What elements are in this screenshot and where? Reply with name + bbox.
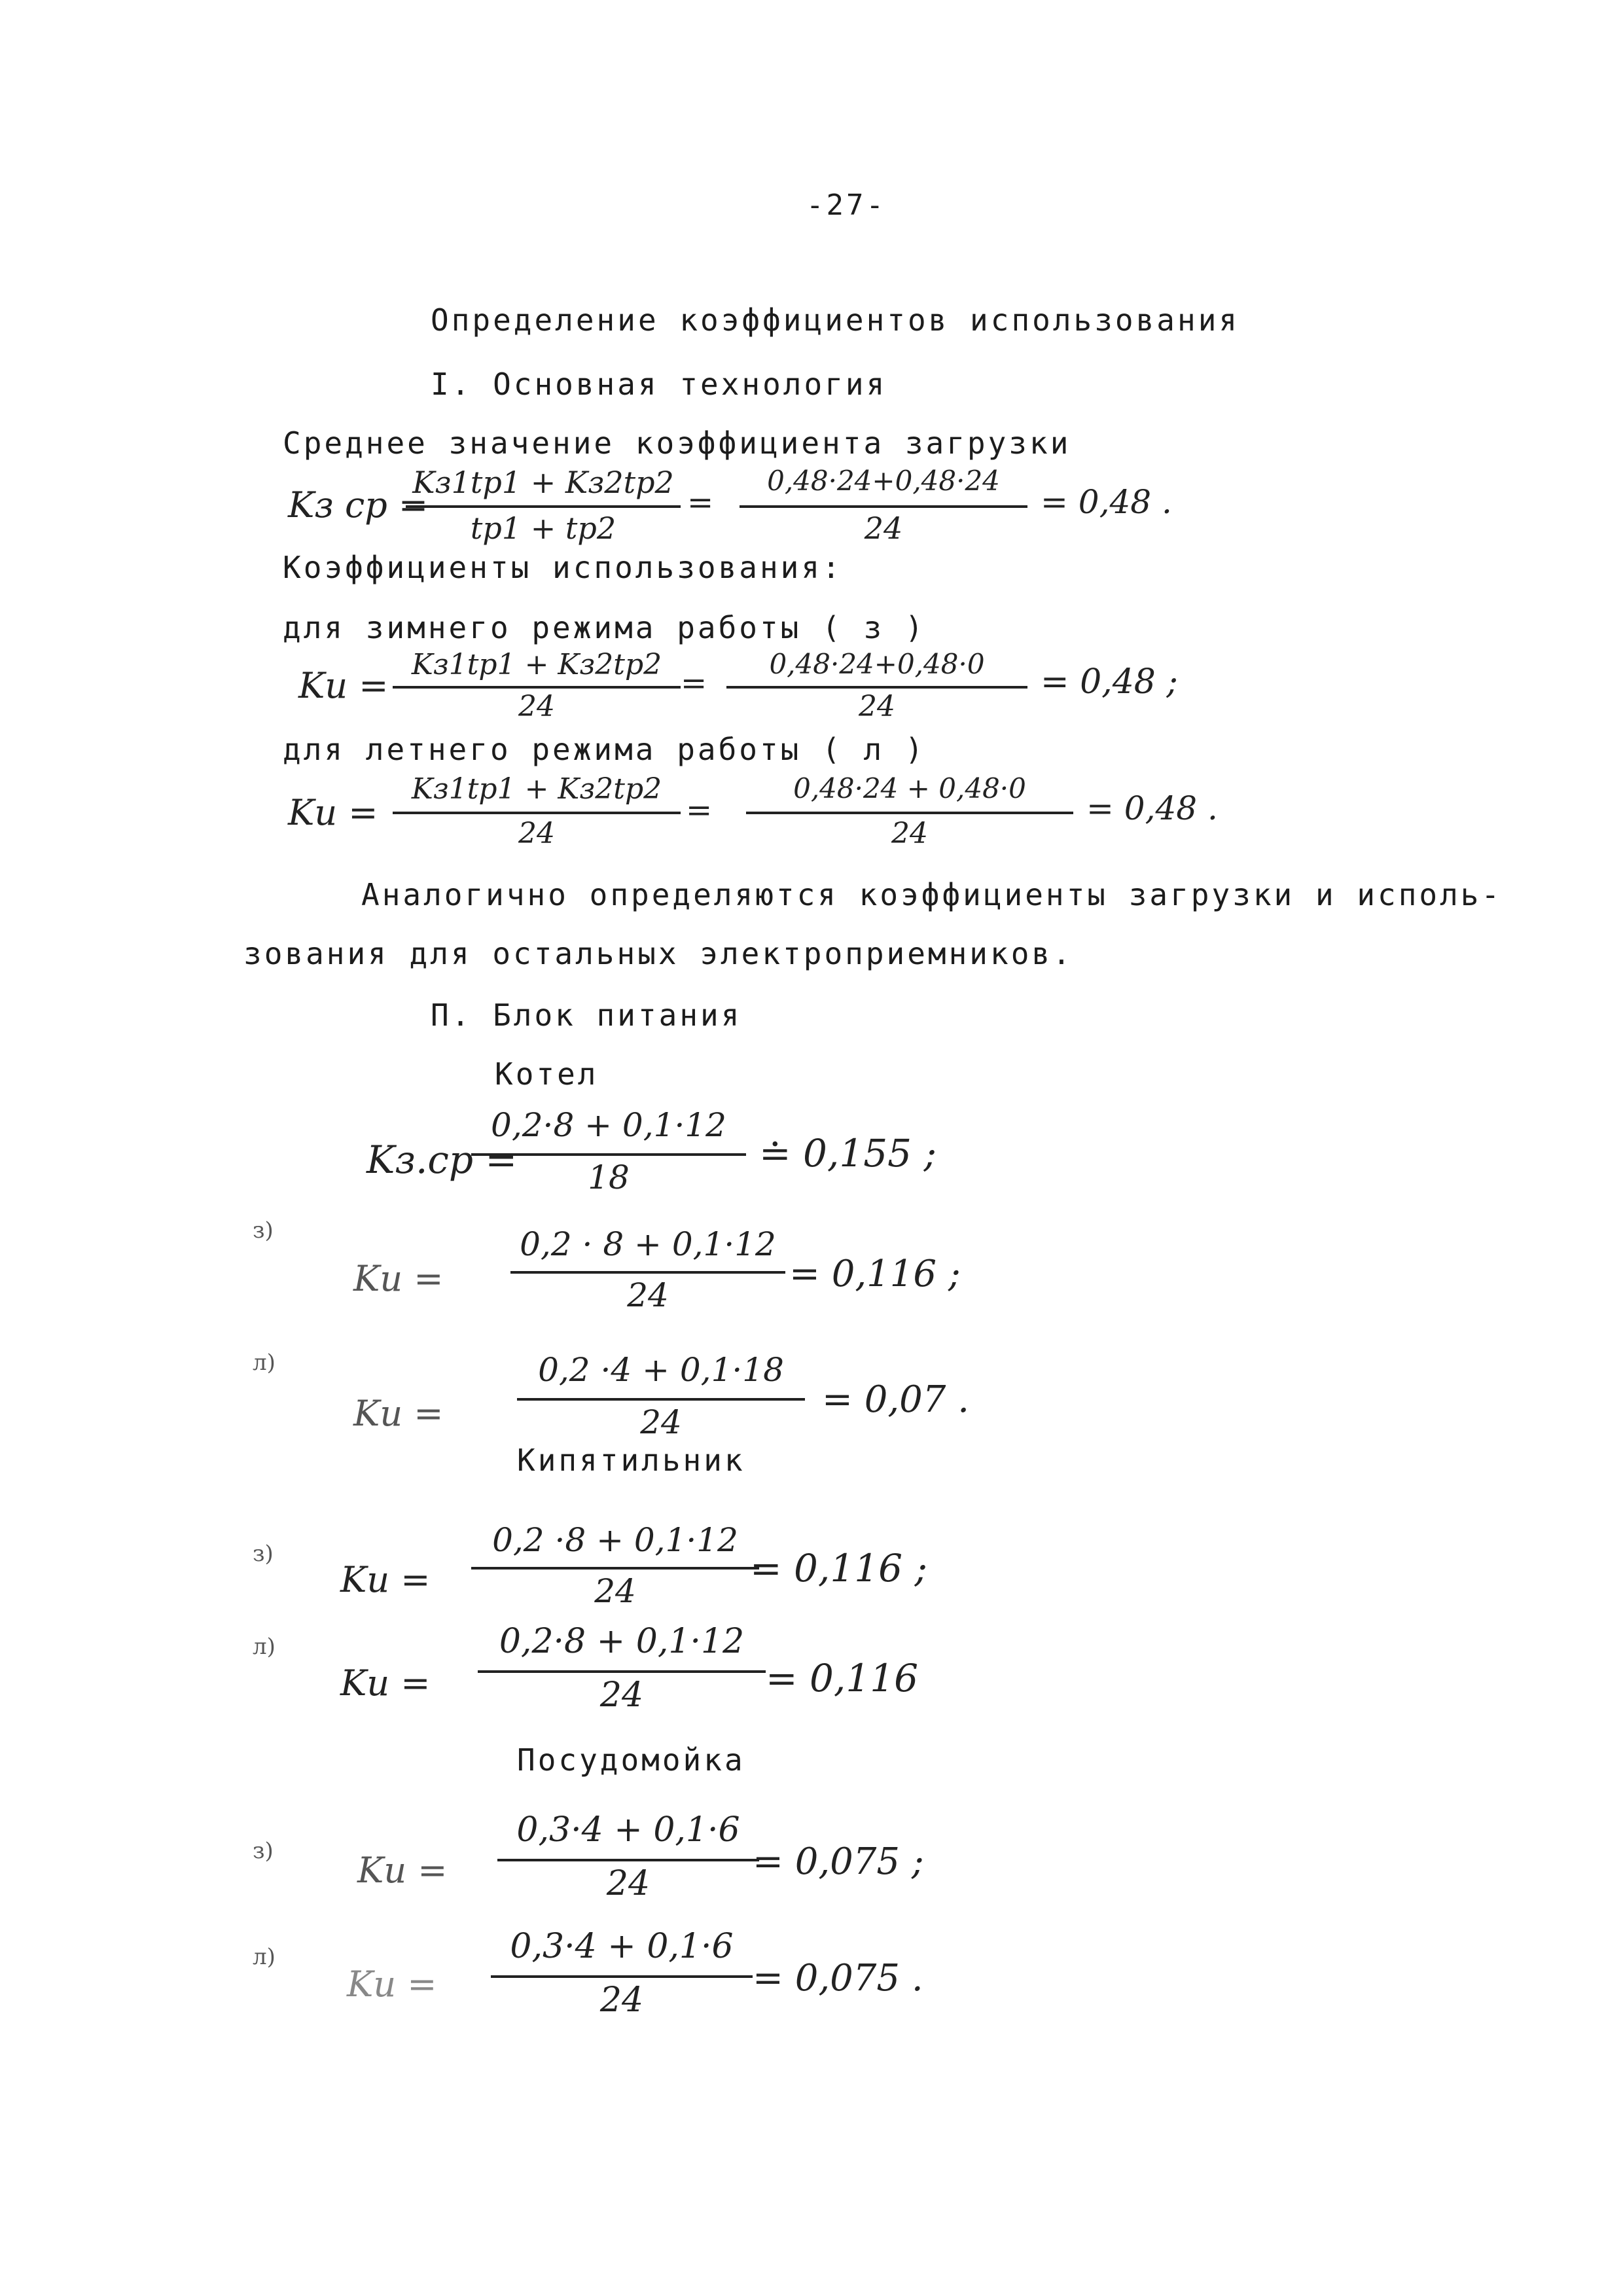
fraction-bar [740, 505, 1027, 508]
kotel-summer-lhs: Kи = [353, 1393, 444, 1434]
mode-mark-summer: л) [253, 1944, 276, 1970]
pos-winter-den: 24 [606, 1864, 651, 1903]
kotel-summer-num: 0,2 ·4 + 0,1·18 [538, 1351, 784, 1389]
fraction-bar [746, 812, 1073, 814]
pos-winter-lhs: Kи = [357, 1850, 448, 1891]
fraction-bar [393, 686, 681, 689]
formula3-fraction-b [746, 772, 1073, 864]
fraction-bar [726, 686, 1027, 689]
fraction-bar [471, 1153, 746, 1156]
pos-summer-fraction [491, 1927, 753, 2025]
fraction-bar [510, 1271, 785, 1274]
subsection-kotel: Котел [495, 1056, 599, 1092]
mode-mark-summer: л) [253, 1350, 276, 1376]
formula2-result: = 0,48 ; [1041, 662, 1178, 702]
kotel-avg-result: ≐ 0,155 ; [759, 1131, 937, 1175]
fraction-bar [491, 1975, 753, 1978]
kip-winter-result: = 0,116 ; [750, 1546, 928, 1590]
formula2-fraction-a [393, 648, 681, 740]
kip-summer-lhs: Kи = [340, 1662, 431, 1704]
kip-summer-fraction [478, 1622, 766, 1720]
kotel-avg-lhs: Kз.ср = [366, 1138, 518, 1182]
formula1-num-a: Kз1tр1 + Kз2tр2 [412, 465, 674, 500]
kotel-summer-result: = 0,07 . [822, 1378, 970, 1421]
formula1-eq: = [687, 484, 714, 521]
formula2-lhs: Kи = [298, 665, 389, 706]
pos-summer-num: 0,3·4 + 0,1·6 [510, 1927, 734, 1966]
formula3-lhs: Kи = [288, 792, 378, 833]
formula3-den-b: 24 [891, 817, 928, 850]
kotel-avg-den: 18 [588, 1158, 630, 1196]
subsection-posudomoika: Посудомойка [517, 1742, 745, 1778]
pos-winter-num: 0,3·4 + 0,1·6 [516, 1810, 740, 1850]
kotel-winter-den: 24 [627, 1276, 669, 1314]
pos-summer-den: 24 [599, 1981, 644, 2020]
fraction-bar [393, 812, 681, 814]
formula3-num-a: Kз1tр1 + Kз2tр2 [411, 772, 662, 806]
kotel-winter-result: = 0,116 ; [789, 1253, 961, 1295]
kotel-summer-fraction [517, 1351, 805, 1449]
formula2-den-a: 24 [518, 690, 555, 723]
fraction-bar [471, 1567, 759, 1570]
formula3-eq: = [686, 792, 713, 829]
avg-load-label: Среднее значение коэффициента загрузки [283, 425, 1071, 461]
pos-winter-fraction [497, 1810, 759, 1909]
formula2-fraction-b [726, 648, 1027, 740]
fraction-bar [497, 1859, 759, 1861]
pos-winter-result: = 0,075 ; [753, 1840, 924, 1883]
mode-mark-winter: з) [253, 1541, 274, 1567]
pos-summer-result: = 0,075 . [753, 1957, 923, 2000]
formula1-fraction-b [740, 465, 1027, 556]
kotel-winter-lhs: Kи = [353, 1258, 444, 1299]
kotel-avg-num: 0,2·8 + 0,1·12 [491, 1106, 726, 1144]
pos-summer-lhs: Kи = [347, 1964, 437, 2005]
formula1-result: = 0,48 . [1041, 483, 1172, 521]
kotel-winter-fraction [510, 1225, 785, 1323]
page-number: -27- [806, 188, 886, 222]
formula2-eq: = [681, 665, 707, 702]
mode-mark-summer: л) [253, 1634, 276, 1660]
fraction-bar [478, 1670, 766, 1673]
formula3-num-b: 0,48·24 + 0,48·0 [793, 772, 1026, 804]
formula2-num-b: 0,48·24+0,48·0 [769, 648, 985, 680]
formula3-fraction-a [393, 772, 681, 864]
fraction-bar [517, 1398, 805, 1401]
formula1-den-b: 24 [864, 511, 903, 546]
formula2-num-a: Kз1tр1 + Kз2tр2 [411, 648, 662, 681]
formula1-lhs: Kз ср = [288, 484, 429, 526]
kip-winter-den: 24 [594, 1572, 636, 1610]
section-1-title: I. Основная технология [431, 367, 887, 402]
formula3-den-a: 24 [518, 817, 555, 850]
analog-paragraph-line1: Аналогично определяются коэффициенты загрузки и исполь- [361, 877, 1503, 912]
kip-summer-num: 0,2·8 + 0,1·12 [499, 1622, 745, 1661]
kip-summer-result: = 0,116 [766, 1656, 919, 1700]
kotel-summer-den: 24 [640, 1403, 682, 1441]
formula1-den-a: tр1 + tр2 [470, 511, 616, 546]
fraction-bar [406, 505, 681, 508]
winter-mode-label: для зимнего режима работы ( з ) [283, 610, 926, 645]
kip-winter-fraction [471, 1521, 759, 1619]
section-2-title: П. Блок питания [431, 997, 742, 1033]
formula1-fraction-a [406, 465, 681, 556]
analog-paragraph-line2: зования для остальных электроприемников. [243, 936, 1073, 971]
kip-winter-lhs: Kи = [340, 1559, 431, 1600]
kip-summer-den: 24 [599, 1676, 644, 1715]
kotel-winter-num: 0,2 · 8 + 0,1·12 [520, 1225, 776, 1263]
formula2-den-b: 24 [859, 690, 895, 723]
formula1-num-b: 0,48·24+0,48·24 [767, 465, 1000, 497]
mode-mark-winter: з) [253, 1217, 274, 1244]
usage-coeffs-label: Коэффициенты использования: [283, 550, 843, 585]
formula3-result: = 0,48 . [1086, 789, 1218, 827]
mode-mark-winter: з) [253, 1838, 274, 1864]
page-heading: Определение коэффициентов использования [431, 302, 1240, 338]
kip-winter-num: 0,2 ·8 + 0,1·12 [492, 1521, 738, 1559]
kotel-avg-fraction [471, 1106, 746, 1204]
subsection-kipyatilnik: Кипятильник [517, 1443, 745, 1478]
summer-mode-label: для летнего режима работы ( л ) [283, 732, 926, 767]
